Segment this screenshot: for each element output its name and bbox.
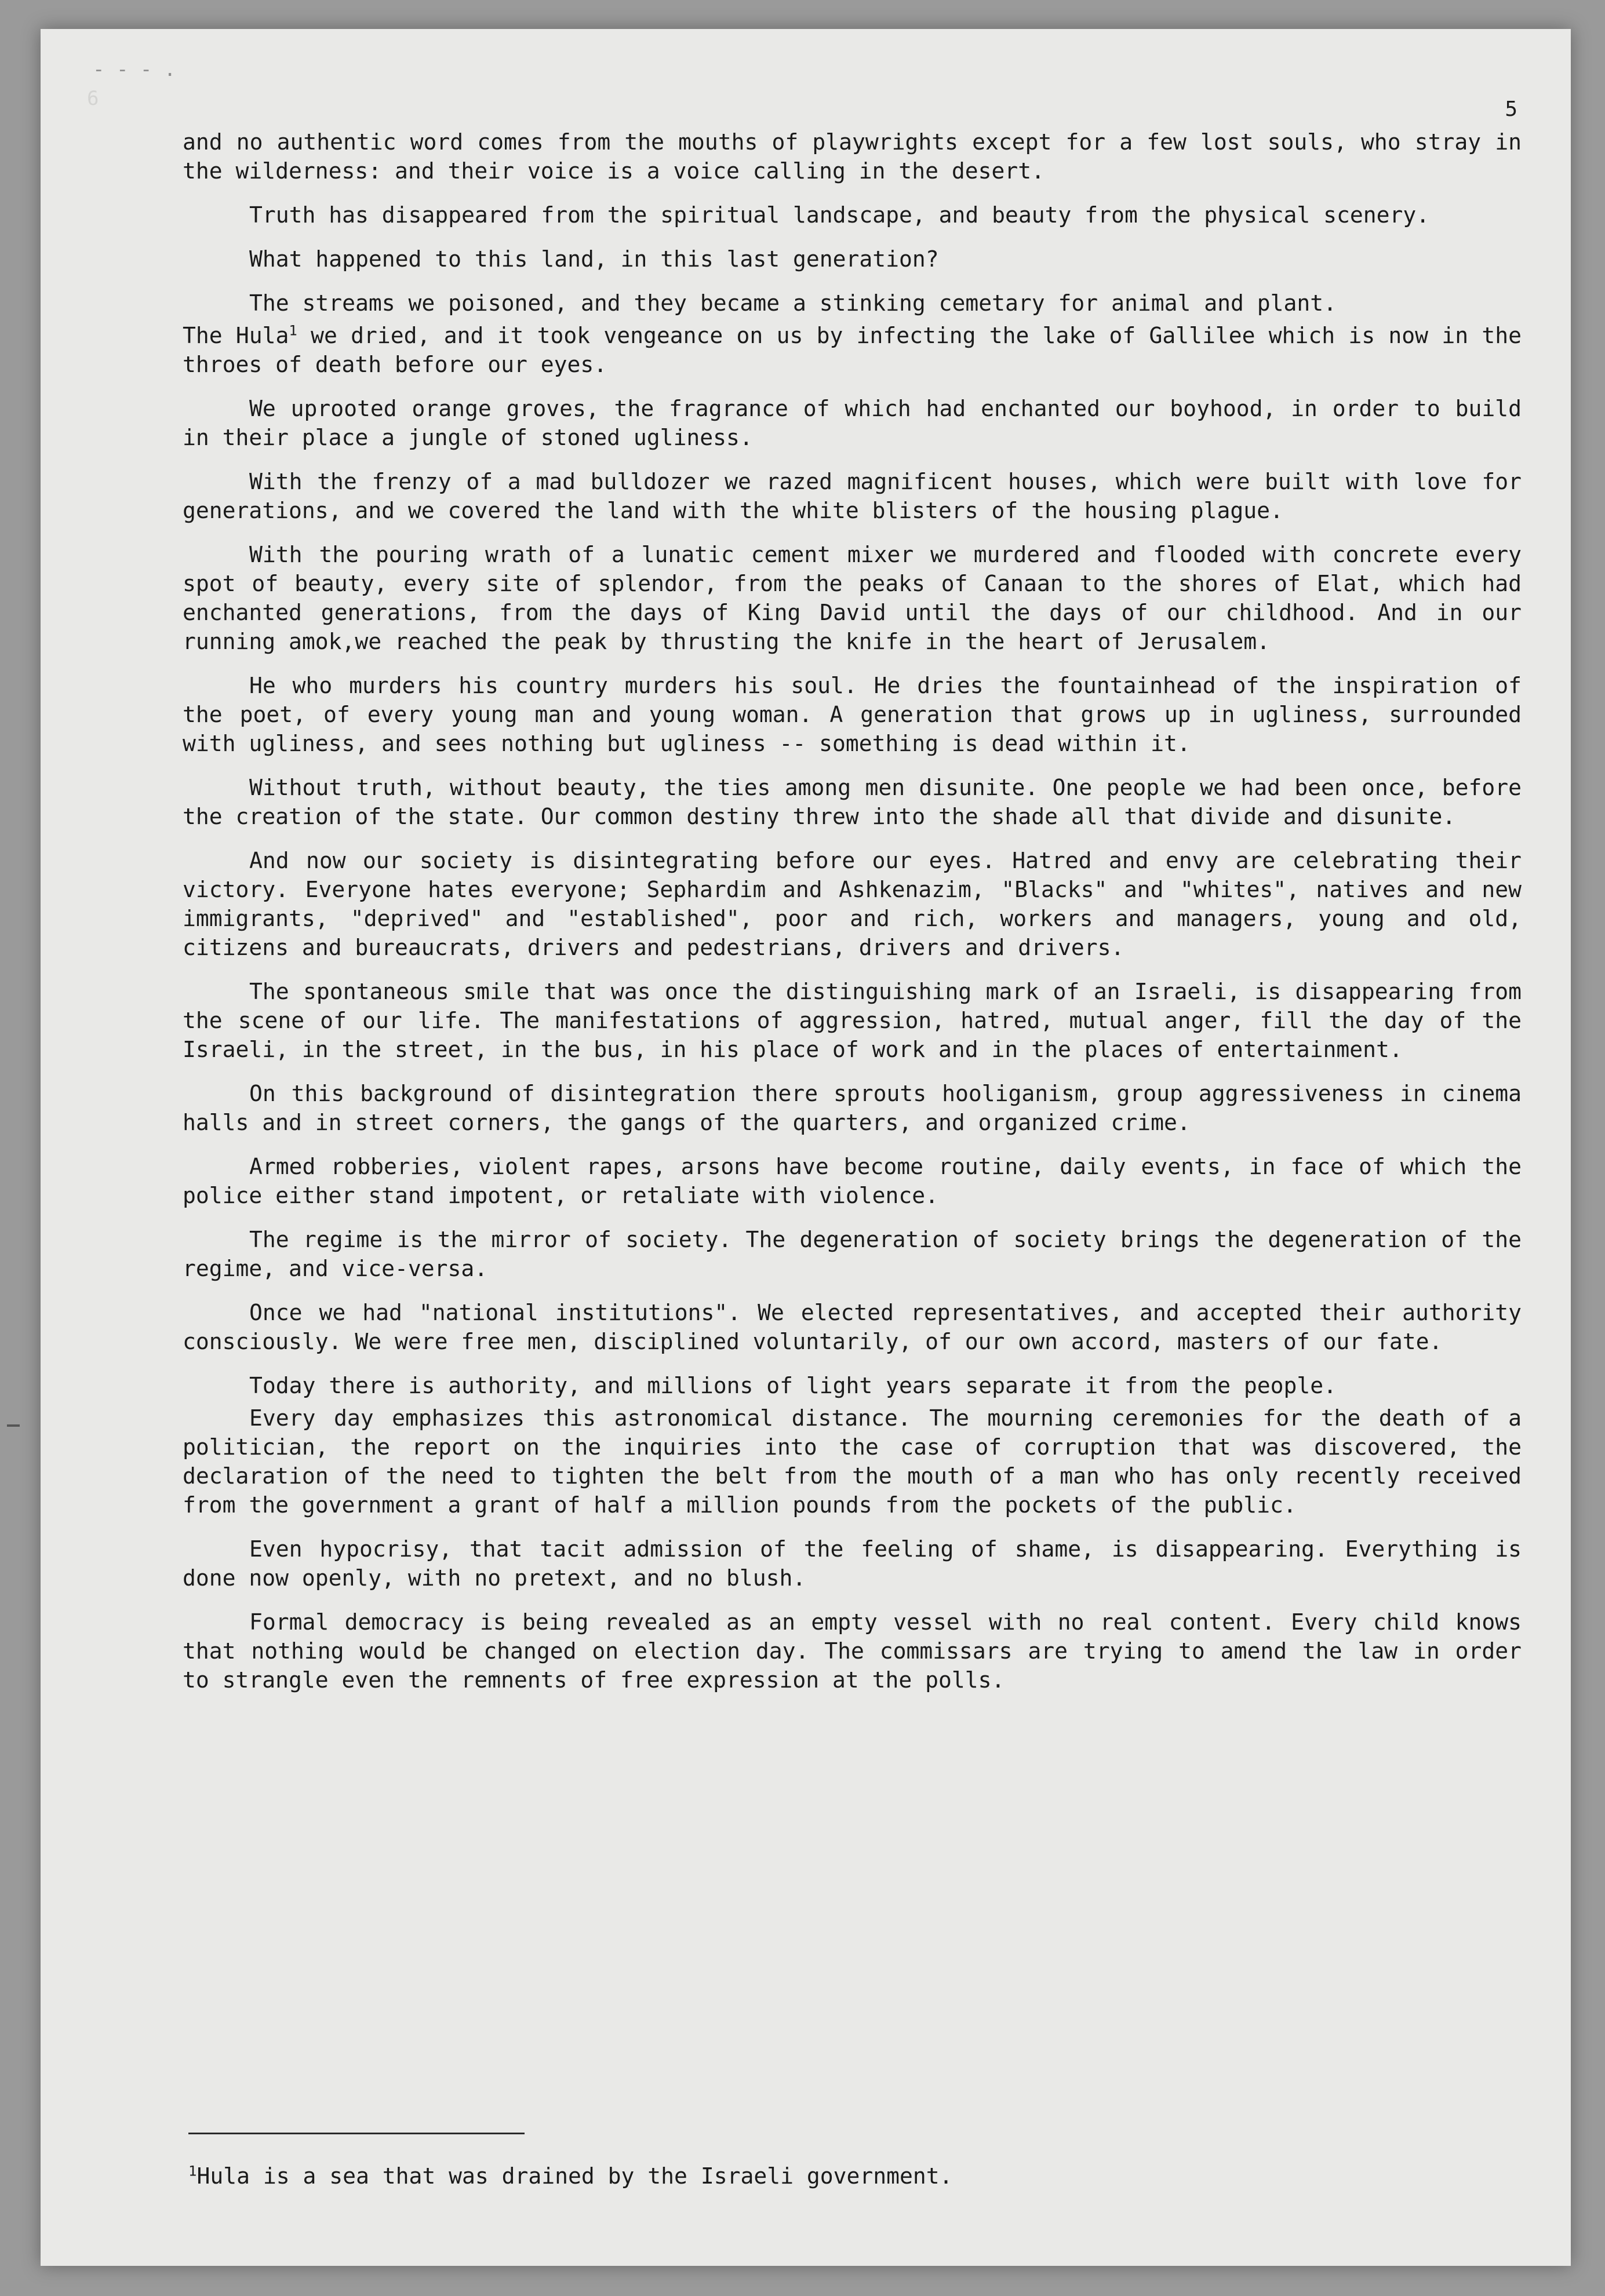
paragraph-20: Formal democracy is being revealed as an empty vessel with no real content. Every child knows that nothing would be changed on election day. The commissars are trying to amend the law in order to strangle even the remnents of free expression at the polls.: [183, 1609, 1522, 1693]
paragraph-8: With the pouring wrath of a lunatic cement mixer we murdered and flooded with concrete every spot of beauty, every site of splendor, from the peaks of Canaan to the shores of Elat, which had enchanted generations, from the days of King David until the days of our childhood. And in our running amok,we reached the peak by thrusting the knife in the heart of Jerusalem.: [183, 542, 1522, 654]
paragraph-1: and no authentic word comes from the mouths of playwrights except for a few lost souls, who stray in the wilderness: and their voice is a voice calling in the desert.: [183, 129, 1522, 184]
paragraph-10: Without truth, without beauty, the ties among men disunite. One people we had been once, before the creation of the state. Our common destiny threw into the shade all that divide and disunite.: [183, 775, 1522, 829]
paragraph-15: The regime is the mirror of society. The degeneration of society brings the degeneration of the regime, and vice-versa.: [183, 1227, 1522, 1281]
paragraph-6: We uprooted orange groves, the fragrance of which had enchanted our boyhood, in order to build in their place a jungle of stoned ugliness.: [183, 396, 1522, 450]
paragraph-2: Truth has disappeared from the spiritual landscape, and beauty from the physical scenery.: [249, 202, 1430, 228]
bleed-through-page-number: 6: [87, 87, 99, 110]
paragraph-5: [183, 321, 1522, 379]
header-dashes: - - - .: [93, 58, 176, 81]
paragraph-9: He who murders his country murders his soul. He dries the fountainhead of the inspiration of the poet, of every young man and young woman. A generation that grows up in ugliness, surrounded with ugliness, and sees nothing but ugliness -- something is dead within it.: [183, 673, 1522, 756]
margin-tick-mark: [7, 1424, 20, 1427]
paragraph-11: And now our society is disintegrating before our eyes. Hatred and envy are celebrating their victory. Everyone hates everyone; Sephardim and Ashkenazim, "Blacks" and "whites", natives and new immigrants, "deprived" and "established", poor and rich, workers and managers, young and old, citizens and bureaucrats, drivers and pedestrians, drivers and drivers.: [183, 848, 1522, 960]
paragraph-13: On this background of disintegration there sprouts hooliganism, group aggressiveness in cinema halls and in street corners, the gangs of the quarters, and organized crime.: [183, 1081, 1522, 1135]
page-number: 5: [1505, 97, 1517, 121]
body-text: [183, 127, 1522, 1710]
footnote-reference: 1: [289, 322, 297, 339]
paragraph-19: Even hypocrisy, that tacit admission of the feeling of shame, is disappearing. Everything is done now openly, with no pretext, and no blush.: [183, 1536, 1522, 1591]
paragraph-17: Today there is authority, and millions of light years separate it from the people.: [249, 1373, 1337, 1398]
hula-word: The Hula: [183, 323, 289, 348]
paragraph-3: What happened to this land, in this last generation?: [249, 246, 939, 272]
footnote-marker: 1: [188, 2163, 197, 2180]
paragraph-14: Armed robberies, violent rapes, arsons have become routine, daily events, in face of which the police either stand impotent, or retaliate with violence.: [183, 1154, 1522, 1208]
paragraph-12: The spontaneous smile that was once the distinguishing mark of an Israeli, is disappearing from the scene of our life. The manifestations of aggression, hatred, mutual anger, fill the day of the Israeli, in the street, in the bus, in his place of work and in the places of entertainment.: [183, 979, 1522, 1062]
paragraph-7: With the frenzy of a mad bulldozer we razed magnificent houses, which were built with love for generations, and we covered the land with the white blisters of the housing plague.: [183, 469, 1522, 523]
footnote-divider: [188, 2133, 525, 2134]
paragraph-18: Every day emphasizes this astronomical distance. The mourning ceremonies for the death of a politician, the report on the inquiries into the case of corruption that was discovered, the declaration of the need to tighten the belt from the mouth of a man who has only recently received from the government a grant of half a million pounds from the pockets of the public.: [183, 1405, 1522, 1518]
footnote-text: Hula is a sea that was drained by the Israeli government.: [196, 2163, 953, 2189]
document-page: [41, 29, 1571, 2266]
paragraph-5-text: we dried, and it took vengeance on us by infecting the lake of Gallilee which is now in the throes of death before our eyes.: [183, 323, 1522, 377]
footnote: [188, 2162, 1464, 2191]
paragraph-4: The streams we poisoned, and they became a stinking cemetary for animal and plant.: [249, 290, 1337, 316]
paragraph-16: Once we had "national institutions". We elected representatives, and accepted their authority consciously. We were free men, disciplined voluntarily, of our own accord, masters of our fate.: [183, 1300, 1522, 1354]
